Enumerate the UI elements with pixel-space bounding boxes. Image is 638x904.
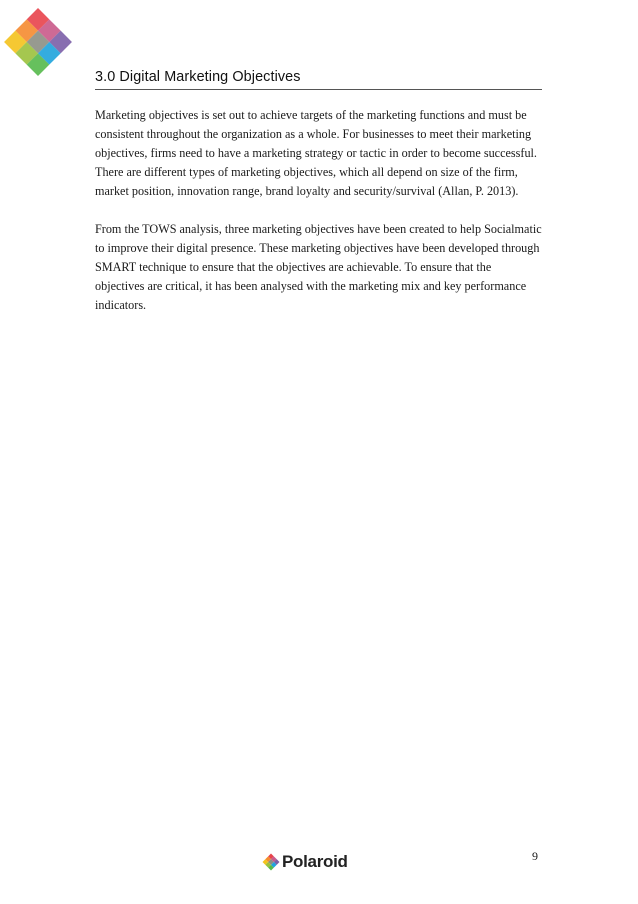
polaroid-diamond-icon [2,6,74,78]
footer-brand-name: Polaroid [282,852,348,871]
polaroid-logo-corner [2,6,74,78]
paragraph: From the TOWS analysis, three marketing objectives have been created to help Socialmatic to improve their digital presence. These marketing objectives have been developed through SMART technique to ensure that the objectives are achievable. To ensure that the objectives are critical, it has been analysed with the marketing mix and key performance indicators. [95,222,542,312]
body-text [95,106,543,334]
section-heading: 3.0 Digital Marketing Objectives [95,69,542,90]
polaroid-small-diamond-icon [262,853,280,871]
paragraph: Marketing objectives is set out to achieve targets of the marketing functions and must be consistent throughout the organization as a whole. For businesses to meet their marketing objectives, firms need to have a marketing strategy or tactic in order to become successful. There are different types of marketing objectives, which all depend on size of the firm, market position, innovation range, brand loyalty and security/survival (Allan, P. 2013). [95,108,537,198]
page-number: 9 [532,849,538,863]
footer-logo [262,852,348,872]
